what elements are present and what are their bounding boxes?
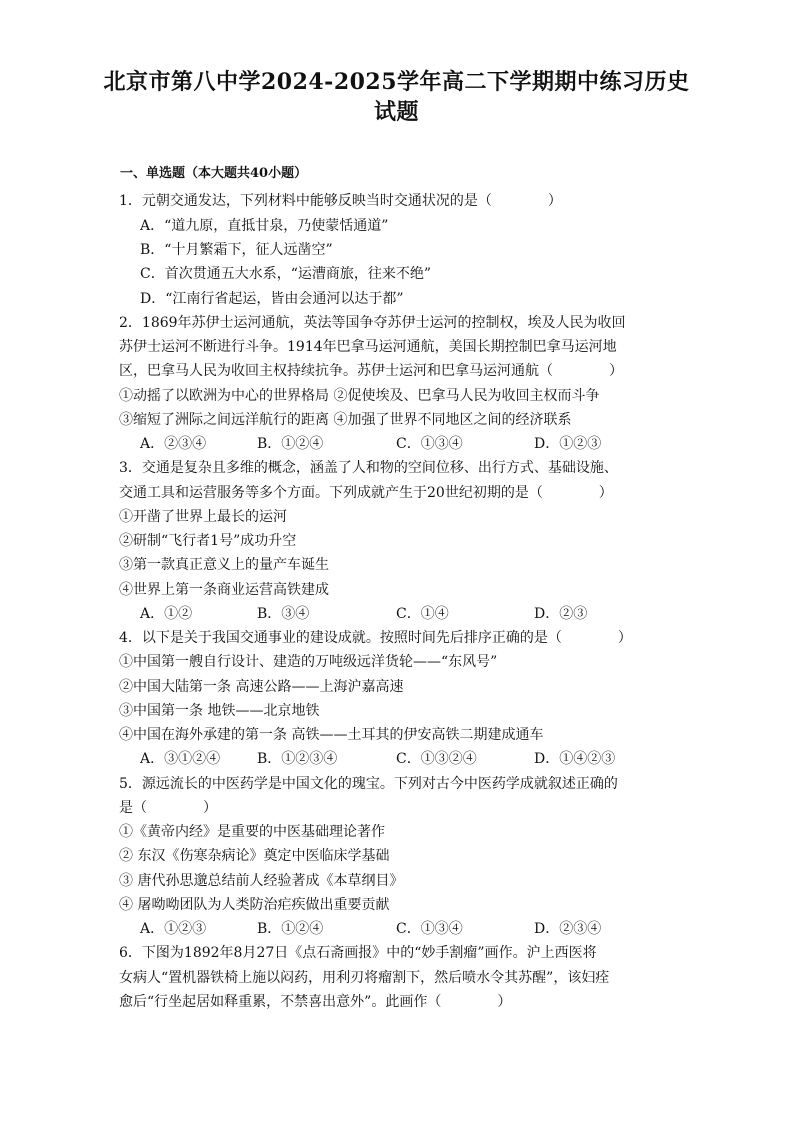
question-4-option-d: D．①④②③ — [534, 751, 616, 767]
question-4-stem: 4．以下是关于我国交通事业的建设成就。按照时间先后排序正确的是（ ） — [119, 630, 632, 646]
question-1-option-c: C．首次贯通五大水系，“运漕商旅，往来不绝” — [140, 266, 432, 282]
question-3-option-a: A．①② — [140, 606, 193, 622]
question-6-stem-line3: 愈后“行坐起居如释重累，不禁喜出意外”。此画作（ ） — [119, 994, 512, 1010]
question-5-option-c: C．①③④ — [396, 921, 463, 937]
question-5-option-a: A．①②③ — [140, 921, 207, 937]
question-5-statement-2: ② 东汉《伤寒杂病论》奠定中医临床学基础 — [119, 848, 390, 864]
question-1-option-a: A．“道九原，直抵甘泉，乃使蒙恬通道” — [140, 218, 389, 234]
question-4-statement-2: ②中国大陆第一条 高速公路——上海沪嘉高速 — [119, 679, 404, 695]
question-2-option-d: D．①②③ — [534, 436, 602, 452]
document-title-line1: 北京市第八中学2024-2025学年高二下学期期中练习历史 — [103, 69, 690, 95]
question-3-option-d: D．②③ — [534, 606, 588, 622]
question-2-statements-1: ①动摇了以欧洲为中心的世界格局 ②促使埃及、巴拿马人民为收回主权而斗争 — [119, 388, 600, 404]
question-3-statement-1: ①开凿了世界上最长的运河 — [119, 509, 287, 525]
question-2-stem-line3: 区，巴拿马人民为收回主权持续抗争。苏伊士运河和巴拿马运河通航（ ） — [119, 363, 623, 379]
question-5-statement-3: ③ 唐代孙思邈总结前人经验著成《本草纲目》 — [119, 873, 404, 889]
question-4-statement-3: ③中国第一条 地铁——北京地铁 — [119, 703, 320, 719]
question-6-stem-line2: 女病人“置机器铁椅上施以闷药，用利刃将瘤割下，然后喷水令其苏醒”，该妇痊 — [119, 970, 610, 986]
question-3-stem-line2: 交通工具和运营服务等多个方面。下列成就产生于20世纪初期的是（ ） — [119, 485, 613, 501]
question-1-stem: 1．元朝交通发达，下列材料中能够反映当时交通状况的是（ ） — [119, 193, 562, 209]
question-4-statement-4: ④中国在海外承建的第一条 高铁——土耳其的伊安高铁二期建成通车 — [119, 727, 544, 743]
question-5-statement-4: ④ 屠呦呦团队为人类防治疟疾做出重要贡献 — [119, 897, 390, 913]
section-heading: 一、单选题（本大题共40小题） — [120, 166, 308, 181]
question-4-option-b: B．①②③④ — [257, 751, 338, 767]
question-4-option-c: C．①③②④ — [396, 751, 477, 767]
question-2-stem-line1: 2．1869年苏伊士运河通航，英法等国争夺苏伊士运河的控制权，埃及人民为收回 — [119, 315, 626, 331]
question-4-statement-1: ①中国第一艘自行设计、建造的万吨级远洋货轮——“东风号” — [119, 654, 498, 670]
question-5-stem-line1: 5．源远流长的中医药学是中国文化的瑰宝。下列对古今中医药学成就叙述正确的 — [119, 776, 618, 792]
question-5-option-d: D．②③④ — [534, 921, 602, 937]
question-4-option-a: A．③①②④ — [140, 751, 221, 767]
question-1-option-b: B．“十月繁霜下，征人远凿空” — [140, 242, 333, 258]
question-3-option-c: C．①④ — [396, 606, 449, 622]
question-3-statement-4: ④世界上第一条商业运营高铁建成 — [119, 582, 329, 598]
question-3-option-b: B．③④ — [257, 606, 310, 622]
question-2-stem-line2: 苏伊士运河不断进行斗争。1914年巴拿马运河通航，美国长期控制巴拿马运河地 — [119, 339, 617, 355]
question-3-statement-3: ③第一款真正意义上的量产车诞生 — [119, 557, 329, 573]
question-3-stem-line1: 3．交通是复杂且多维的概念，涵盖了人和物的空间位移、出行方式、基础设施、 — [119, 460, 618, 476]
question-6-stem-line1: 6．下图为1892年8月27日《点石斋画报》中的“妙手割瘤”画作。沪上西医将 — [119, 945, 597, 961]
question-2-statements-2: ③缩短了洲际之间远洋航行的距离 ④加强了世界不同地区之间的经济联系 — [119, 412, 572, 428]
question-2-option-a: A．②③④ — [140, 436, 207, 452]
question-2-option-c: C．①③④ — [396, 436, 463, 452]
question-5-option-b: B．①②④ — [257, 921, 324, 937]
question-5-statement-1: ①《黄帝内经》是重要的中医基础理论著作 — [119, 824, 385, 840]
question-3-statement-2: ②研制“飞行者1号”成功升空 — [119, 533, 297, 549]
question-1-option-d: D．“江南行省起运，皆由会通河以达于都” — [140, 291, 404, 307]
question-2-option-b: B．①②④ — [257, 436, 324, 452]
question-5-stem-line2: 是（ ） — [119, 800, 217, 816]
document-title-line2: 试题 — [373, 99, 419, 125]
